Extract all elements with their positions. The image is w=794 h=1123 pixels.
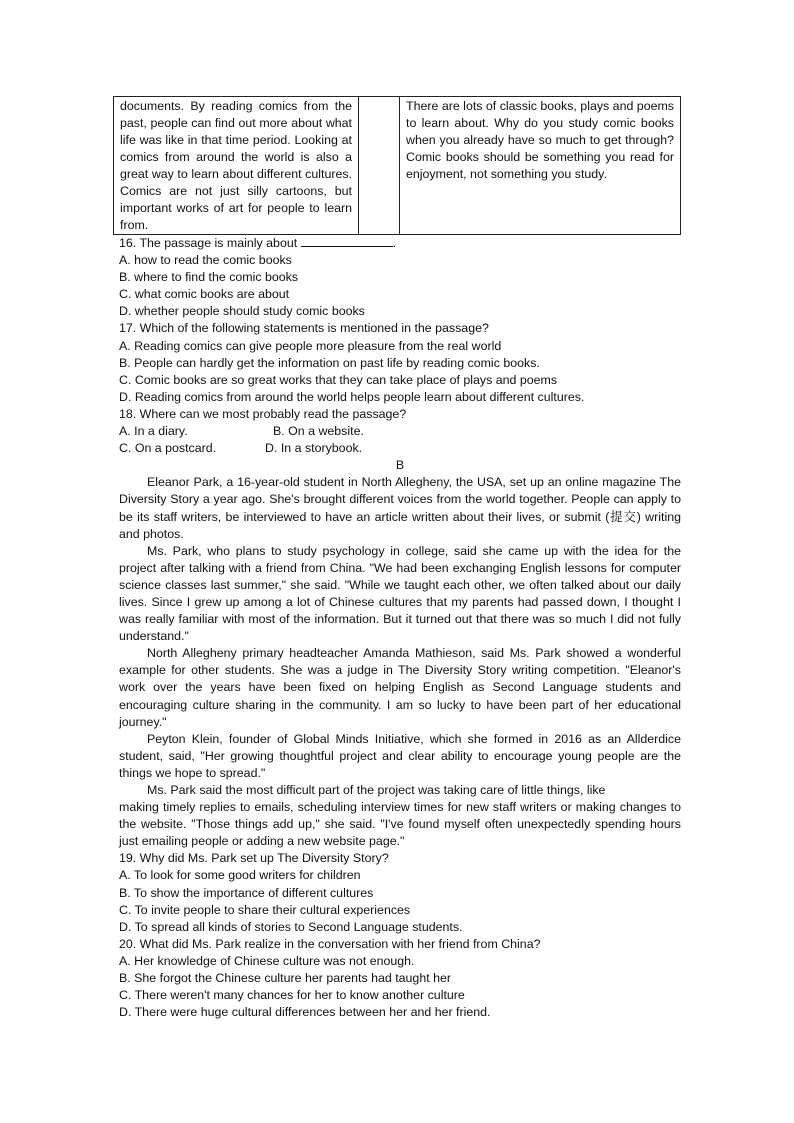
document-page [119, 96, 681, 1021]
question-stem-text: 16. The passage is mainly about [119, 236, 298, 250]
option-d: D. In a storybook. [265, 441, 363, 456]
answer-blank [301, 235, 393, 247]
table-cell-right: There are lots of classic books, plays and poems to learn about. Why do you study comic books when you already have so much to get through? Comic books should be something you read for enjoyment, not something you study. [400, 97, 681, 235]
option-a: A. Reading comics can give people more pleasure from the real world [119, 338, 502, 353]
question-stem [119, 235, 681, 252]
question-16 [119, 235, 681, 320]
option-b: B. People can hardly get the information on past life by reading comic books. [119, 355, 540, 370]
paragraph-5-rest: making timely replies to emails, scheduling interview times for new staff writers or making changes to the website. "Those things add up," she said. "I've found myself often unexpectedly spending hours just emailing people or adding a new website page." [119, 800, 681, 849]
option-row [119, 423, 681, 440]
section-label: B [395, 458, 405, 473]
option-d: D. There were huge cultural differences between her and her friend. [119, 1005, 491, 1020]
paragraph-4: Peyton Klein, founder of Global Minds Initiative, which she formed in 2016 as an Allderdice student, said, "Her growing thoughtful project and clear ability to encourage young people are the things we hope to spread." [119, 731, 681, 780]
option-d: D. Reading comics from around the world helps people learn about different cultures. [119, 389, 585, 404]
option-a: A. Her knowledge of Chinese culture was not enough. [119, 953, 415, 968]
option-c: C. what comic books are about [119, 287, 290, 302]
option-c: C. On a postcard. [119, 441, 217, 456]
option-c: C. There weren't many chances for her to know another culture [119, 988, 465, 1003]
question-19 [119, 850, 681, 935]
paragraph-1: Eleanor Park, a 16-year-old student in North Allegheny, the USA, set up an online magazine The Diversity Story a year ago. She's brought different voices from the world together. People can apply to be its staff writers, be interviewed to have an article written about their lives, or submit (提交) writing and photos. [119, 475, 681, 541]
option-a: A. To look for some good writers for children [119, 868, 361, 883]
question-stem: 18. Where can we most probably read the passage? [119, 406, 407, 421]
question-17 [119, 320, 681, 405]
passage-b [119, 457, 681, 850]
question-20 [119, 936, 681, 1021]
comparison-table [113, 96, 681, 235]
paragraph-3: North Allegheny primary headteacher Amanda Mathieson, said Ms. Park showed a wonderful example for other students. She was a judge in The Diversity Story writing competition. "Eleanor's work over the years have been fixed on helping English as Second Language students and encouraging culture sharing in the community. I am so lucky to have been part of her educational journey." [119, 646, 681, 729]
question-stem: 20. What did Ms. Park realize in the conversation with her friend from China? [119, 936, 541, 951]
option-d: D. whether people should study comic books [119, 304, 365, 319]
question-stem: 19. Why did Ms. Park set up The Diversity Story? [119, 851, 389, 866]
paragraph-5-first-line: Ms. Park said the most difficult part of the project was taking care of little things, like [147, 783, 606, 797]
option-b: B. She forgot the Chinese culture her parents had taught her [119, 971, 452, 986]
option-d: D. To spread all kinds of stories to Second Language students. [119, 919, 463, 934]
option-b: B. where to find the comic books [119, 270, 299, 285]
paragraph-2: Ms. Park, who plans to study psychology in college, said she came up with the idea for the project after talking with a friend from China. "We had been exchanging English lessons for computer science classes last summer," she said. "While we taught each other, we often talked about our daily lives. Since I grew up among a lot of Chinese cultures that my parents had passed down, I thought I was really familiar with most of the information. But it turned out that there was so much I did not fully understand." [119, 543, 681, 644]
option-a: A. how to read the comic books [119, 253, 292, 268]
option-c: C. To invite people to share their cultural experiences [119, 902, 411, 917]
option-b: B. To show the importance of different cultures [119, 885, 374, 900]
table-cell-left: documents. By reading comics from the past, people can find out more about what life was like in that time period. Looking at comics from around the world is also a great way to learn about different cultures. Comics are not just silly cartoons, but important works of art for people to learn from. [114, 97, 359, 235]
question-stem-end: . [392, 236, 397, 250]
question-18 [119, 406, 681, 457]
question-stem: 17. Which of the following statements is mentioned in the passage? [119, 321, 489, 336]
option-b: B. On a website. [273, 424, 364, 439]
option-a: A. In a diary. [119, 424, 188, 439]
option-row [119, 440, 681, 457]
table-cell-middle [359, 97, 400, 235]
option-c: C. Comic books are so great works that they can take place of plays and poems [119, 372, 558, 387]
